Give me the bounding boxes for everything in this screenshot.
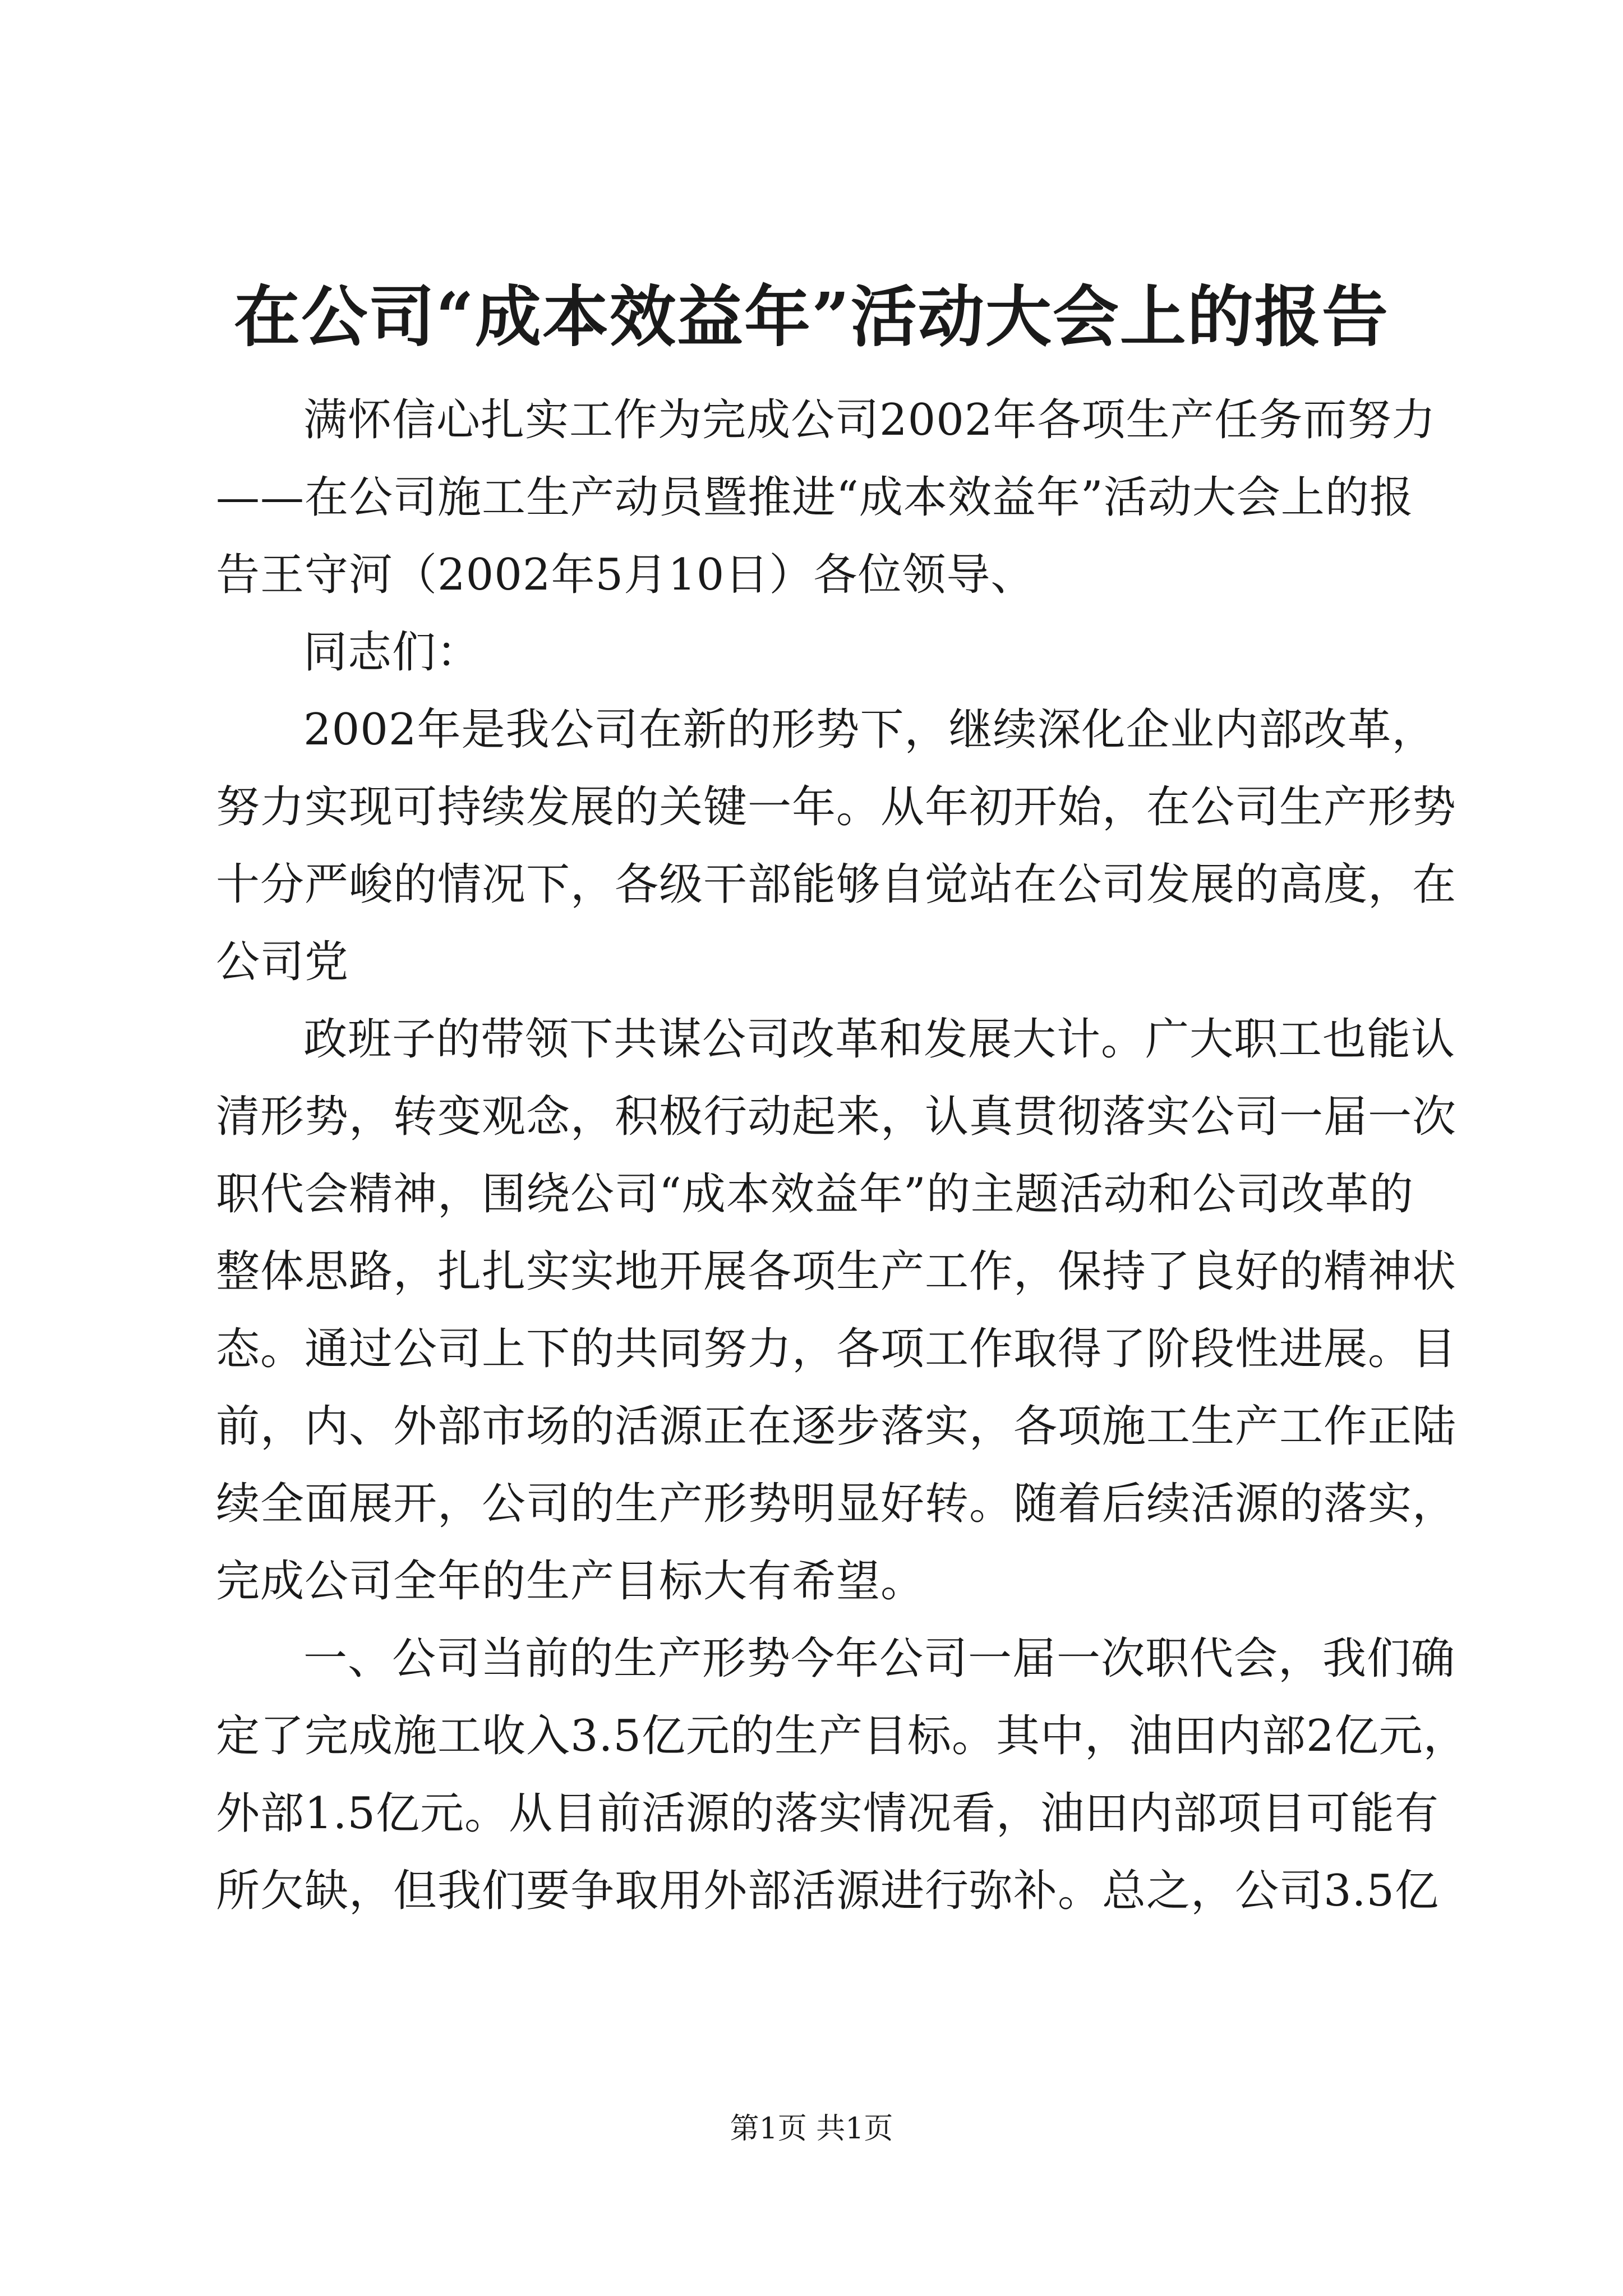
body-line: 清形势，转变观念，积极行动起来，认真贯彻落实公司一届一次 [216, 1092, 1457, 1142]
body-line: 满怀信心扎实工作为完成公司2002年各项生产任务而努力 [303, 395, 1436, 445]
body-line: 职代会精神，围绕公司“成本效益年”的主题活动和公司改革的 [216, 1169, 1414, 1220]
body-line: ——在公司施工生产动员暨推进“成本效益年”活动大会上的报 [216, 472, 1414, 523]
body-line: 续全面展开，公司的生产形势明显好转。随着后续活源的落实， [216, 1479, 1457, 1529]
body-line: 前，内、外部市场的活源正在逐步落实，各项施工生产工作正陆 [216, 1401, 1457, 1452]
body-line: 公司党 [216, 937, 349, 987]
body-line: 外部1.5亿元。从目前活源的落实情况看，油田内部项目可能有 [216, 1788, 1440, 1839]
body-line: 告王守河（2002年5月10日）各位领导、 [216, 550, 1035, 600]
document-body [216, 381, 1468, 1930]
body-line: 努力实现可持续发展的关键一年。从年初开始，在公司生产形势 [216, 782, 1457, 832]
document-title: 在公司“成本效益年”活动大会上的报告 [234, 278, 1389, 356]
body-line: 定了完成施工收入3.5亿元的生产目标。其中，油田内部2亿元， [216, 1711, 1468, 1761]
body-line: 一、公司当前的生产形势今年公司一届一次职代会，我们确 [303, 1634, 1456, 1684]
body-line: 2002年是我公司在新的形势下，继续深化企业内部改革， [303, 705, 1436, 755]
page-footer: 第1页 共1页 [730, 2112, 893, 2146]
body-line: 所欠缺，但我们要争取用外部活源进行弥补。总之，公司3.5亿 [216, 1866, 1440, 1916]
body-line: 同志们： [303, 627, 481, 678]
body-line: 政班子的带领下共谋公司改革和发展大计。广大职工也能认 [303, 1014, 1456, 1065]
body-line: 态。通过公司上下的共同努力，各项工作取得了阶段性进展。目 [216, 1324, 1457, 1374]
body-line: 完成公司全年的生产目标大有希望。 [216, 1556, 925, 1607]
body-line: 十分严峻的情况下，各级干部能够自觉站在公司发展的高度，在 [216, 859, 1457, 910]
body-line: 整体思路，扎扎实实地开展各项生产工作，保持了良好的精神状 [216, 1246, 1457, 1297]
